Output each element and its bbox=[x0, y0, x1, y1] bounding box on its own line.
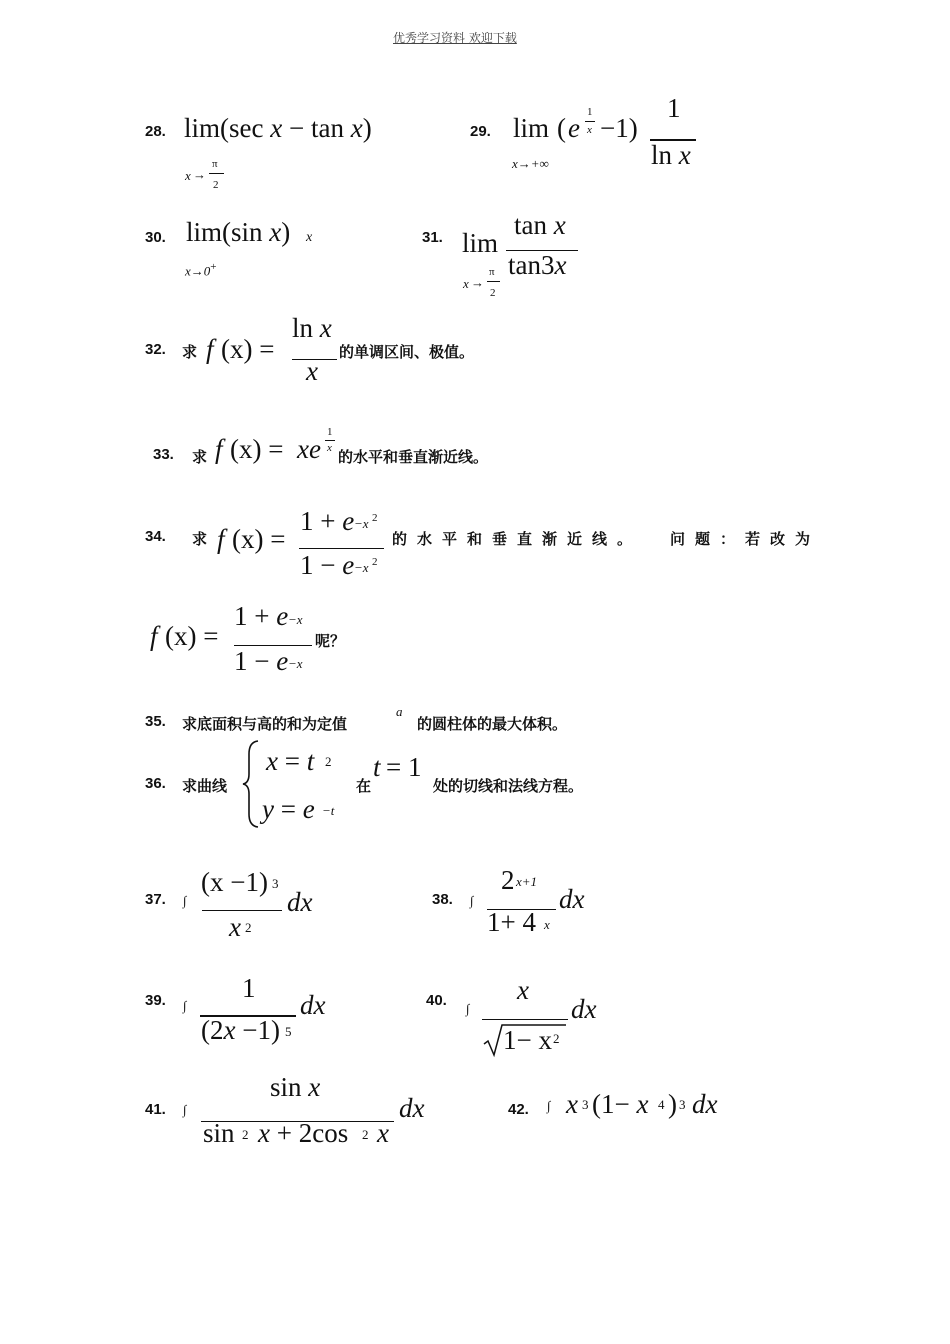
fraction-bar bbox=[299, 548, 384, 549]
denominator-exponent: x bbox=[544, 917, 550, 932]
differential: dx bbox=[300, 990, 326, 1020]
limit-word: lim bbox=[462, 228, 499, 258]
problem-number: 36. bbox=[145, 775, 166, 792]
integral-sign: ∫ bbox=[183, 998, 187, 1013]
denominator: x bbox=[306, 356, 318, 386]
pi-denominator: 2 bbox=[213, 179, 219, 191]
x-exponent: 3 bbox=[582, 1097, 589, 1112]
numerator-exponent: −x bbox=[354, 516, 369, 531]
limit-subscript-var: x bbox=[185, 168, 191, 183]
differential: dx bbox=[571, 994, 597, 1024]
function-name: f bbox=[215, 434, 223, 464]
pi-numerator: π bbox=[212, 158, 218, 170]
problem-text: 的水平和垂直渐近线。 bbox=[392, 530, 643, 548]
e-base: e bbox=[568, 113, 580, 143]
denominator: 1 − e bbox=[300, 550, 355, 580]
xe-term: xe bbox=[297, 434, 321, 464]
exponent-bar bbox=[325, 440, 335, 441]
function-argument: (x) = bbox=[221, 334, 275, 364]
sin-exponent: 2 bbox=[242, 1127, 249, 1142]
parametric-y-exponent: −t bbox=[322, 803, 335, 818]
fraction-bar bbox=[487, 281, 500, 282]
function-argument: (x) = bbox=[230, 434, 284, 464]
limit-subscript: x→0+ bbox=[185, 261, 217, 279]
function-argument: (x) = bbox=[232, 524, 286, 554]
denominator: (2x −1) bbox=[201, 1015, 280, 1045]
numerator: (x −1) bbox=[201, 867, 268, 897]
problem-text: 的水平和垂直渐近线。 bbox=[338, 448, 489, 466]
page-header: 优秀学习资料 欢迎下载 bbox=[393, 31, 517, 45]
denominator-sin: sin bbox=[203, 1118, 235, 1148]
instruction-word: 求 bbox=[192, 448, 208, 466]
fraction-bar bbox=[202, 910, 282, 911]
numerator: 2 bbox=[501, 865, 515, 895]
integral-sign: ∫ bbox=[183, 893, 187, 908]
at-word: 在 bbox=[356, 777, 372, 795]
denominator-exponent: 2 bbox=[245, 920, 252, 935]
problem-number: 42. bbox=[508, 1101, 529, 1118]
numerator: 1 bbox=[667, 93, 681, 123]
open-paren: ( bbox=[557, 113, 566, 143]
exponent-numerator: 1 bbox=[327, 426, 333, 438]
instruction-word: 求 bbox=[182, 343, 198, 361]
exponent-bar bbox=[585, 121, 595, 122]
instruction-word: 求 bbox=[192, 530, 208, 548]
differential: dx bbox=[692, 1089, 718, 1119]
problem-number: 30. bbox=[145, 229, 166, 246]
problem-number: 34. bbox=[145, 528, 166, 545]
param-value: = 1 bbox=[386, 752, 422, 782]
exponent-numerator: 1 bbox=[587, 106, 593, 118]
minus-one: −1) bbox=[600, 113, 638, 143]
numerator: x bbox=[517, 975, 529, 1005]
integral-sign: ∫ bbox=[466, 1001, 470, 1016]
denominator-exponent: −x bbox=[288, 656, 303, 671]
limit-expression: lim(sin x) bbox=[186, 217, 291, 247]
problem-number: 28. bbox=[145, 123, 166, 140]
denominator: 1 − e bbox=[234, 646, 289, 676]
constant-a: a bbox=[396, 704, 403, 719]
fraction-bar bbox=[482, 1019, 568, 1020]
outer-exponent: 3 bbox=[679, 1097, 686, 1112]
numerator: tan x bbox=[514, 210, 566, 240]
differential: dx bbox=[559, 884, 585, 914]
numerator: sin x bbox=[270, 1072, 321, 1102]
exponent: x bbox=[306, 230, 313, 245]
limit-subscript: x→+∞ bbox=[512, 156, 549, 171]
differential: dx bbox=[399, 1093, 425, 1123]
problem-text: 呢？ bbox=[315, 632, 346, 650]
function-name: f bbox=[150, 621, 158, 651]
denominator: 1− x bbox=[503, 1025, 552, 1055]
problem-number: 40. bbox=[426, 992, 447, 1009]
parametric-x: x = t bbox=[266, 746, 315, 776]
numerator-exponent: 3 bbox=[272, 876, 279, 891]
problem-number: 29. bbox=[470, 123, 491, 140]
limit-subscript-var: x bbox=[463, 276, 469, 291]
denominator-exponent: 5 bbox=[285, 1024, 292, 1039]
numerator: 1 bbox=[242, 973, 256, 1003]
numerator: ln x bbox=[292, 313, 332, 343]
problem-text-continued: 处的切线和法线方程。 bbox=[433, 777, 584, 795]
numerator-exponent: −x bbox=[288, 612, 303, 627]
problem-text-continued: 的圆柱体的最大体积。 bbox=[417, 715, 568, 733]
integral-sign: ∫ bbox=[547, 1098, 551, 1113]
denominator-exponent: 2 bbox=[553, 1031, 560, 1046]
problem-number: 35. bbox=[145, 713, 166, 730]
problem-number: 38. bbox=[432, 891, 453, 908]
denominator: ln x bbox=[651, 140, 691, 170]
problem-number: 31. bbox=[422, 229, 443, 246]
denominator: tan3x bbox=[508, 250, 567, 280]
denominator: x bbox=[229, 912, 241, 942]
inner-exponent: 4 bbox=[658, 1097, 665, 1112]
denominator-exponent: −x bbox=[354, 560, 369, 575]
problem-number: 33. bbox=[153, 446, 174, 463]
integrand-paren: (1− x bbox=[592, 1089, 649, 1119]
integral-sign: ∫ bbox=[470, 893, 474, 908]
differential: dx bbox=[287, 887, 313, 917]
denominator-x: x bbox=[377, 1118, 389, 1148]
cos-exponent: 2 bbox=[362, 1127, 369, 1142]
problem-number: 41. bbox=[145, 1101, 166, 1118]
problem-text: 求曲线 bbox=[182, 777, 228, 795]
problem-text: 的单调区间、极值。 bbox=[339, 343, 475, 361]
problem-number: 37. bbox=[145, 891, 166, 908]
follow-up-question: 问题：若改为 bbox=[670, 530, 821, 548]
problem-text: 求底面积与高的和为定值 bbox=[182, 715, 348, 733]
problem-number: 32. bbox=[145, 341, 166, 358]
close-paren: ) bbox=[668, 1089, 677, 1119]
exponent-denominator: x bbox=[587, 124, 592, 136]
function-argument: (x) = bbox=[165, 621, 219, 651]
pi-numerator: π bbox=[489, 266, 495, 278]
limit-word: lim bbox=[513, 113, 550, 143]
parametric-y: y = e bbox=[262, 794, 315, 824]
pi-denominator: 2 bbox=[490, 287, 496, 299]
limit-expression: lim(sec x − tan x) bbox=[184, 113, 372, 143]
function-name: f bbox=[217, 524, 225, 554]
exponent-denominator: x bbox=[327, 442, 332, 454]
integrand-x: x bbox=[566, 1089, 578, 1119]
numerator-exponent-square: 2 bbox=[372, 512, 378, 524]
denominator-cos: x + 2cos bbox=[258, 1118, 349, 1148]
numerator: 1 + e bbox=[300, 506, 355, 536]
fraction-bar bbox=[209, 173, 224, 174]
parametric-x-exponent: 2 bbox=[325, 754, 332, 769]
function-name: f bbox=[206, 334, 214, 364]
integral-sign: ∫ bbox=[183, 1102, 187, 1117]
numerator: 1 + e bbox=[234, 601, 289, 631]
denominator-exponent-square: 2 bbox=[372, 556, 378, 568]
param-t: t bbox=[373, 752, 381, 782]
limit-subscript-arrow: → bbox=[471, 275, 484, 290]
denominator: 1+ 4 bbox=[487, 907, 536, 937]
left-brace bbox=[240, 738, 264, 830]
problem-number: 39. bbox=[145, 992, 166, 1009]
numerator-exponent: x+1 bbox=[516, 874, 538, 889]
limit-subscript-arrow: → bbox=[193, 167, 206, 182]
